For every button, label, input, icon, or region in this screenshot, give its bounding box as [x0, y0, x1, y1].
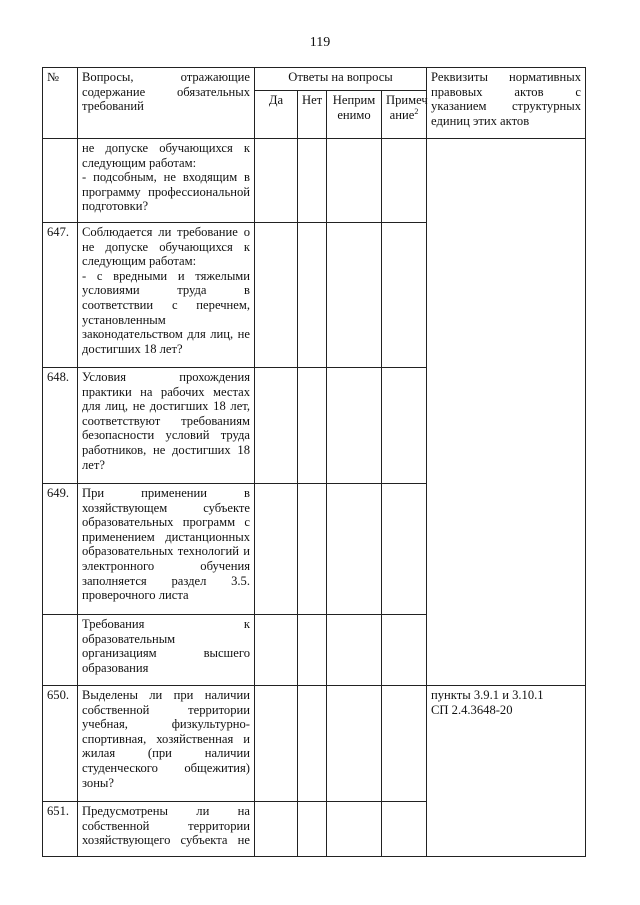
row-question: не допуске обучающихся к следующим работам: - подсобным, не входящим в программу профессиональной подготовки? — [78, 139, 255, 223]
answer-na-cell[interactable] — [327, 686, 382, 802]
answer-na-cell[interactable] — [327, 802, 382, 857]
answer-no-cell[interactable] — [298, 686, 327, 802]
row-requisites — [427, 139, 586, 686]
answer-yes-cell[interactable] — [255, 368, 298, 484]
answer-note-cell[interactable] — [382, 368, 427, 484]
answer-na-cell[interactable] — [327, 615, 382, 686]
row-number: 651. — [43, 802, 78, 857]
row-question: Предусмотрены ли на собственной территории хозяйствующего субъекта не — [78, 802, 255, 857]
row-number: 647. — [43, 223, 78, 368]
header-answers: Ответы на вопросы — [255, 68, 427, 91]
header-row — [43, 68, 586, 91]
row-number: 648. — [43, 368, 78, 484]
row-requisites — [427, 686, 586, 857]
page-number: 119 — [309, 35, 331, 50]
requisite-line: СП 2.4.3648-20 — [431, 702, 513, 717]
header-note: Примеч ание$^2$ — [382, 91, 427, 139]
answer-yes-cell[interactable] — [255, 223, 298, 368]
header-not-applicable: Неприм енимо — [327, 91, 382, 139]
header-yes: Да — [255, 91, 298, 139]
answer-no-cell[interactable] — [298, 484, 327, 615]
answer-na-cell[interactable] — [327, 139, 382, 223]
answer-na-cell[interactable] — [327, 368, 382, 484]
answer-note-cell[interactable] — [382, 484, 427, 615]
row-number — [43, 615, 78, 686]
answer-note-cell[interactable] — [382, 615, 427, 686]
checklist-table — [42, 67, 586, 857]
answer-na-cell[interactable] — [327, 484, 382, 615]
header-no: Нет — [298, 91, 327, 139]
table-row — [43, 139, 586, 223]
requisite-line: пункты 3.9.1 и 3.10.1 — [431, 688, 544, 702]
row-question: Соблюдается ли требование о не допуске обучающихся к следующим работам: - с вредными и тяжелыми условиями труда в соответствии с перечнем, установленным законодательством для лиц, не достигших 18 лет? — [78, 223, 255, 368]
table-row — [43, 686, 586, 802]
answer-no-cell[interactable] — [298, 802, 327, 857]
answer-yes-cell[interactable] — [255, 686, 298, 802]
answer-yes-cell[interactable] — [255, 484, 298, 615]
row-question: Условия прохождения практики на рабочих местах для лиц, не достигших 18 лет, соответствуют требованиям безопасности условий труда работников, не достигших 18 лет? — [78, 368, 255, 484]
answer-yes-cell[interactable] — [255, 139, 298, 223]
answer-na-cell[interactable] — [327, 223, 382, 368]
row-number: 650. — [43, 686, 78, 802]
answer-no-cell[interactable] — [298, 223, 327, 368]
note-superscript: 2 — [414, 106, 419, 116]
answer-note-cell[interactable] — [382, 139, 427, 223]
row-question: Выделены ли при наличии собственной территории учебная, физкультурно- спортивная, хозяйственная и жилая (при наличии студенческого общежития) зоны? — [78, 686, 255, 802]
answer-yes-cell[interactable] — [255, 802, 298, 857]
answer-no-cell[interactable] — [298, 615, 327, 686]
header-requisites: Реквизиты нормативных правовых актов с указанием структурных единиц этих актов — [427, 68, 586, 139]
answer-note-cell[interactable] — [382, 223, 427, 368]
answer-note-cell[interactable] — [382, 686, 427, 802]
row-question: При применении в хозяйствующем субъекте образовательных программ с применением дистанционных образовательных технологий и электронного обучения заполняется раздел 3.5. проверочного листа — [78, 484, 255, 615]
answer-no-cell[interactable] — [298, 368, 327, 484]
header-number: № — [43, 68, 78, 139]
row-number — [43, 139, 78, 223]
answer-note-cell[interactable] — [382, 802, 427, 857]
row-number: 649. — [43, 484, 78, 615]
answer-yes-cell[interactable] — [255, 615, 298, 686]
answer-no-cell[interactable] — [298, 139, 327, 223]
header-questions: Вопросы, отражающие содержание обязательных требований — [78, 68, 255, 139]
section-title: Требования к образовательным организациям высшего образования — [78, 615, 255, 686]
